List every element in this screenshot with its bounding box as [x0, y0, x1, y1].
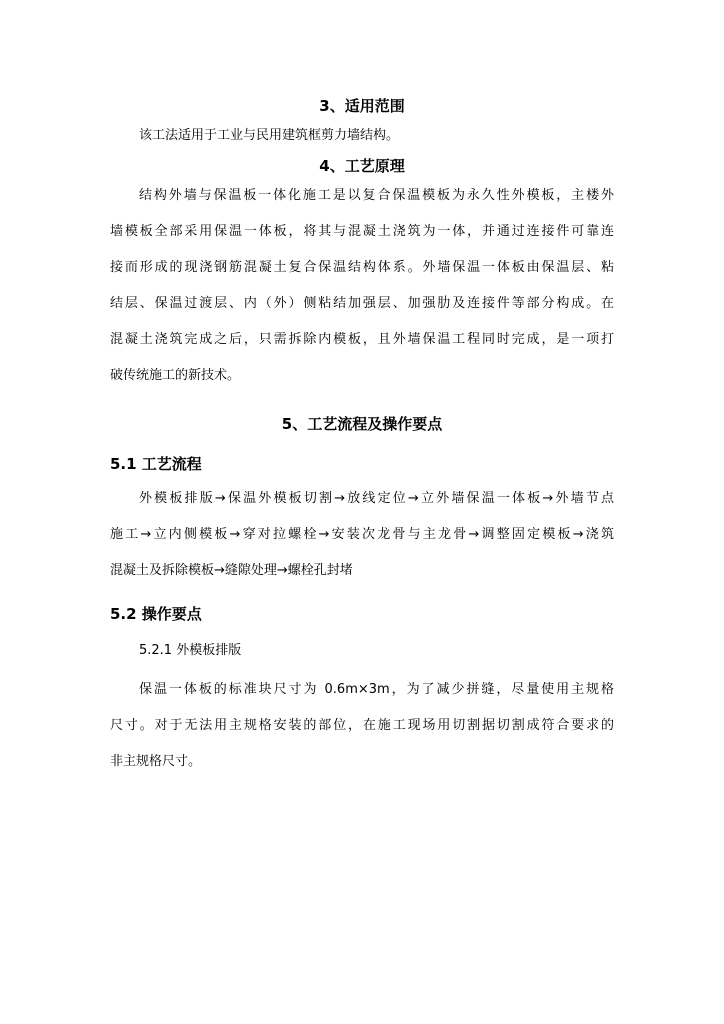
paragraph-line: 结层、保温过渡层、内（外）侧粘结加强层、加强肋及连接件等部分构成。在 [110, 296, 614, 311]
paragraph-line: 外模板排版→保温外模板切割→放线定位→立外墙保温一体板→外墙节点 [139, 491, 614, 506]
section-4-heading: 4、工艺原理 [319, 157, 405, 175]
section-4-paragraph [110, 184, 614, 400]
paragraph-line: 混凝土及拆除模板→缝隙处理→螺栓孔封堵 [110, 563, 353, 578]
paragraph-line: 墙模板全部采用保温一体板，将其与混凝土浇筑为一体，并通过连接件可靠连 [110, 224, 614, 239]
section-5-heading: 5、工艺流程及操作要点 [281, 415, 443, 433]
section-5-1-paragraph [110, 487, 614, 595]
section-3-text: 该工法适用于工业与民用建筑框剪力墙结构。 [139, 128, 400, 143]
paragraph-line: 保温一体板的标准块尺寸为 0.6m×3m，为了减少拼缝，尽量使用主规格 [139, 682, 614, 697]
section-3-heading: 3、适用范围 [319, 97, 405, 115]
paragraph-line: 尺寸。对于无法用主规格安装的部位，在施工现场用切割据切割成符合要求的 [110, 718, 614, 733]
paragraph-line: 接而形成的现浇钢筋混凝土复合保温结构体系。外墙保温一体板由保温层、粘 [110, 260, 614, 275]
section-5-1-heading: 5.1 工艺流程 [110, 455, 202, 473]
paragraph-line: 破传统施工的新技术。 [110, 368, 241, 383]
paragraph-line: 混凝土浇筑完成之后，只需拆除内模板，且外墙保温工程同时完成，是一项打 [110, 332, 614, 347]
section-5-2-heading: 5.2 操作要点 [110, 605, 202, 623]
paragraph-line: 非主规格尺寸。 [110, 754, 202, 769]
section-5-2-1-heading: 5.2.1 外模板排版 [139, 643, 242, 658]
paragraph-line: 结构外墙与保温板一体化施工是以复合保温模板为永久性外模板，主楼外 [139, 188, 614, 203]
paragraph-line: 施工→立内侧模板→穿对拉螺栓→安装次龙骨与主龙骨→调整固定模板→浇筑 [110, 527, 614, 542]
section-5-2-1-paragraph [110, 678, 614, 786]
